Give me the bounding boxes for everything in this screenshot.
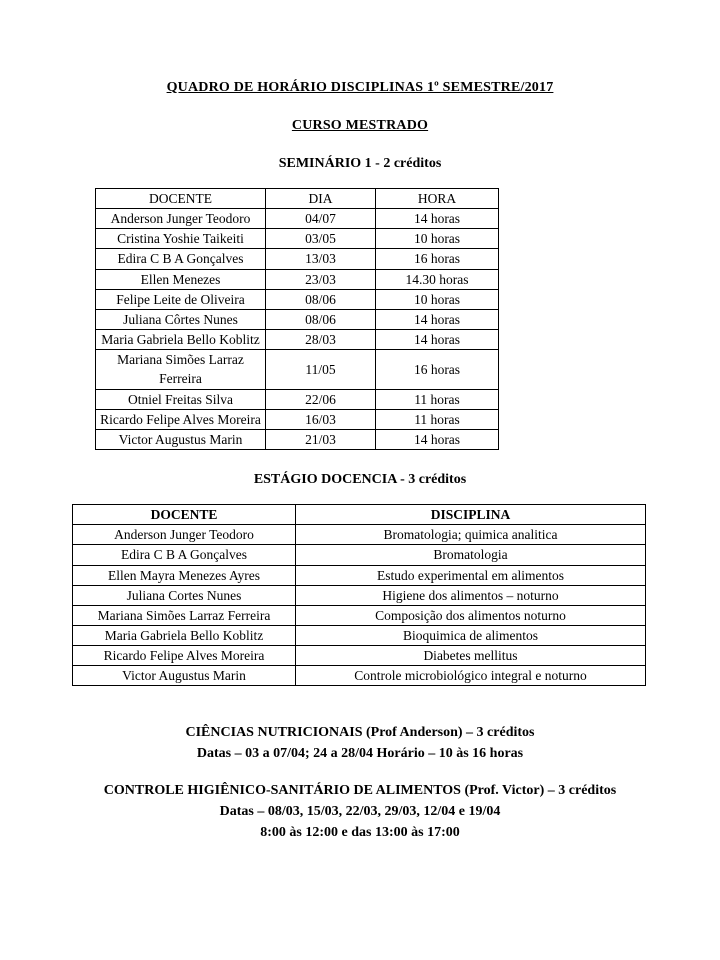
table-row — [96, 409, 499, 429]
table-row — [73, 545, 646, 565]
table-cell: 03/05 — [266, 229, 376, 249]
table-header-row — [96, 189, 499, 209]
table-cell: Bromatologia — [296, 545, 646, 565]
seminario-table-head — [96, 189, 499, 209]
column-header: DISCIPLINA — [296, 505, 646, 525]
table-cell: Otniel Freitas Silva — [96, 389, 266, 409]
notes-section — [0, 724, 720, 842]
table-cell: 16/03 — [266, 409, 376, 429]
table-cell: Anderson Junger Teodoro — [96, 209, 266, 229]
table-cell: Diabetes mellitus — [296, 646, 646, 666]
table-row — [73, 605, 646, 625]
table-cell: 14.30 horas — [376, 269, 499, 289]
table-row — [73, 646, 646, 666]
table-cell: 10 horas — [376, 289, 499, 309]
estagio-table-head — [73, 505, 646, 525]
table-cell: Ellen Mayra Menezes Ayres — [73, 565, 296, 585]
table-cell: Composição dos alimentos noturno — [296, 605, 646, 625]
table-cell: Edira C B A Gonçalves — [96, 249, 266, 269]
page-subtitle: CURSO MESTRADO — [291, 118, 429, 133]
table-row — [73, 565, 646, 585]
table-cell: Ricardo Felipe Alves Moreira — [73, 646, 296, 666]
table-cell: 14 horas — [376, 429, 499, 449]
seminario-heading: SEMINÁRIO 1 - 2 créditos — [278, 156, 442, 171]
table-cell: 04/07 — [266, 209, 376, 229]
table-cell: Bioquimica de alimentos — [296, 625, 646, 645]
table-cell: Mariana Simões Larraz Ferreira — [96, 350, 266, 389]
table-cell: Maria Gabriela Bello Koblitz — [73, 625, 296, 645]
table-cell: Ricardo Felipe Alves Moreira — [96, 409, 266, 429]
estagio-table-body — [73, 525, 646, 686]
table-row — [96, 309, 499, 329]
table-row — [73, 525, 646, 545]
table-cell: Felipe Leite de Oliveira — [96, 289, 266, 309]
seminario-table-body — [96, 209, 499, 450]
table-cell: 28/03 — [266, 330, 376, 350]
table-row — [96, 429, 499, 449]
table-cell: 11 horas — [376, 389, 499, 409]
table-cell: 22/06 — [266, 389, 376, 409]
table-cell: 21/03 — [266, 429, 376, 449]
controle-note-title: CONTROLE HIGIÊNICO-SANITÁRIO DE ALIMENTOS (Prof. Victor) – 3 créditos — [103, 783, 617, 799]
table-cell: Higiene dos alimentos – noturno — [296, 585, 646, 605]
table-cell: 13/03 — [266, 249, 376, 269]
table-row — [73, 585, 646, 605]
column-header: DIA — [266, 189, 376, 209]
table-cell: Maria Gabriela Bello Koblitz — [96, 330, 266, 350]
table-cell: 08/06 — [266, 289, 376, 309]
table-row — [96, 289, 499, 309]
table-row — [96, 350, 499, 389]
table-cell: Controle microbiológico integral e noturno — [296, 666, 646, 686]
table-cell: 14 horas — [376, 209, 499, 229]
table-cell: Anderson Junger Teodoro — [73, 525, 296, 545]
table-row — [73, 625, 646, 645]
ciencias-note-title: CIÊNCIAS NUTRICIONAIS (Prof Anderson) – 3 créditos — [185, 725, 535, 741]
controle-note — [80, 782, 640, 843]
table-cell: Bromatologia; quimica analitica — [296, 525, 646, 545]
table-row — [96, 330, 499, 350]
table-cell: Ellen Menezes — [96, 269, 266, 289]
column-header: DOCENTE — [73, 505, 296, 525]
table-cell: Victor Augustus Marin — [73, 666, 296, 686]
table-row — [96, 229, 499, 249]
table-header-row — [73, 505, 646, 525]
table-cell: Cristina Yoshie Taikeiti — [96, 229, 266, 249]
ciencias-note — [80, 724, 640, 764]
table-cell: 14 horas — [376, 330, 499, 350]
table-cell: 14 horas — [376, 309, 499, 329]
estagio-table — [72, 504, 646, 686]
table-cell: 23/03 — [266, 269, 376, 289]
controle-note-hours: 8:00 às 12:00 e das 13:00 às 17:00 — [260, 825, 460, 840]
table-row — [73, 666, 646, 686]
table-row — [96, 249, 499, 269]
seminario-table — [95, 188, 499, 450]
controle-note-dates: Datas – 08/03, 15/03, 22/03, 29/03, 12/04 e 19/04 — [219, 804, 501, 820]
table-row — [96, 269, 499, 289]
table-cell: Juliana Cortes Nunes — [73, 585, 296, 605]
ciencias-note-dates: Datas – 03 a 07/04; 24 a 28/04 Horário – 10 às 16 horas — [196, 746, 524, 762]
estagio-heading: ESTÁGIO DOCENCIA - 3 créditos — [253, 472, 467, 488]
table-cell: Juliana Côrtes Nunes — [96, 309, 266, 329]
table-cell: 16 horas — [376, 249, 499, 269]
table-cell: 11 horas — [376, 409, 499, 429]
column-header: HORA — [376, 189, 499, 209]
page-title: QUADRO DE HORÁRIO DISCIPLINAS 1º SEMESTRE/2017 — [166, 80, 554, 95]
table-cell: 08/06 — [266, 309, 376, 329]
table-row — [96, 209, 499, 229]
table-cell: 16 horas — [376, 350, 499, 389]
table-cell: 10 horas — [376, 229, 499, 249]
table-cell: Victor Augustus Marin — [96, 429, 266, 449]
table-cell: 11/05 — [266, 350, 376, 389]
table-cell: Estudo experimental em alimentos — [296, 565, 646, 585]
table-row — [96, 389, 499, 409]
column-header: DOCENTE — [96, 189, 266, 209]
table-cell: Edira C B A Gonçalves — [73, 545, 296, 565]
table-cell: Mariana Simões Larraz Ferreira — [73, 605, 296, 625]
